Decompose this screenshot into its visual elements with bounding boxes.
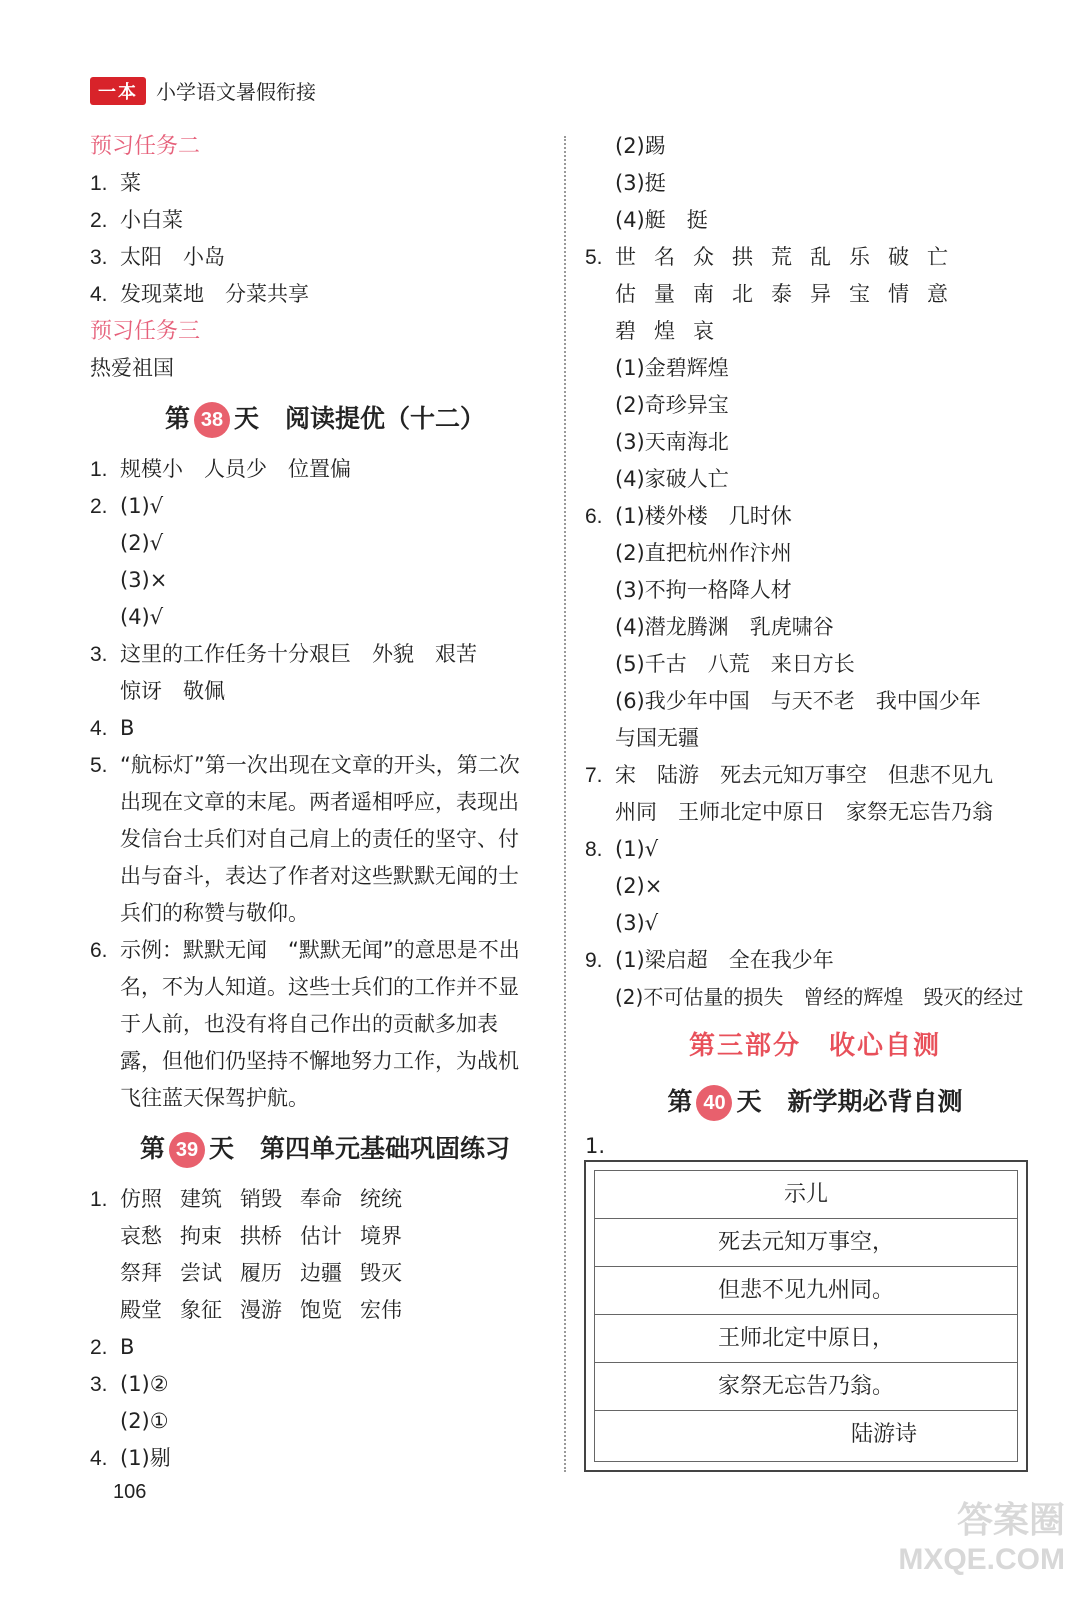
answer-line: 兵们的称赞与敬仰。: [120, 901, 309, 925]
answer-line: 6. (1)楼外楼 几时休: [585, 504, 792, 528]
answer-line: (4)艇 挺: [615, 208, 708, 232]
answer-line: (2)①: [120, 1409, 169, 1433]
poem-title: 示儿: [595, 1171, 1017, 1219]
left-column: [90, 128, 560, 1477]
answer-line: (3)不拘一格降人材: [615, 578, 792, 602]
answer-line: (6)我少年中国 与天不老 我中国少年: [615, 689, 981, 713]
answer-line: 3. 这里的工作任务十分艰巨 外貌 艰苦: [90, 642, 477, 666]
char-row: 估 量 南 北 泰 异 宝 情 意: [615, 282, 948, 306]
answer-line: (2)奇珍异宝: [615, 393, 729, 417]
day-heading-40: 第 40 天 新学期必背自测: [585, 1076, 1045, 1128]
answer-line: (3)天南海北: [615, 430, 729, 454]
answer-line: 州同 王师北定中原日 家祭无忘告乃翁: [615, 800, 993, 824]
day-heading-39: 第 39 天 第四单元基础巩固练习: [90, 1117, 560, 1181]
poem-line: 家祭无忘告乃翁。: [595, 1363, 1017, 1411]
answer-line: (2)√: [120, 531, 164, 555]
answer-line: 8. (1)√: [585, 837, 659, 861]
answer-line: (4)潜龙腾渊 乳虎啸谷: [615, 615, 834, 639]
answer-line: 露，但他们仍坚持不懈地努力工作，为战机: [120, 1049, 519, 1073]
word-row: 祭拜 尝试 履历 边疆 毁灭: [120, 1261, 402, 1285]
answer-line: (3)√: [615, 911, 659, 935]
answer-line: 2. (1)√: [90, 494, 164, 518]
answer-line: (2)×: [615, 874, 663, 898]
answer-line: 热爱祖国: [90, 356, 174, 380]
poem-box: [584, 1160, 1028, 1472]
day-number-badge: 38: [194, 402, 230, 438]
word-row: 哀愁 拘束 拱桥 估计 境界: [120, 1224, 402, 1248]
answer-line: 出与奋斗，表达了作者对这些默默无闻的士: [120, 864, 519, 888]
answer-line: 3. 太阳 小岛: [90, 245, 225, 269]
answer-line: 1.: [585, 1134, 606, 1158]
brand-logo: 一本: [90, 77, 146, 105]
poem-line: 死去元知万事空，: [595, 1219, 1017, 1267]
answer-line: 4. 发现菜地 分菜共享: [90, 282, 309, 306]
answer-line: 4. (1)剔: [90, 1446, 171, 1470]
day-number-badge: 39: [169, 1132, 205, 1168]
poem-author: 陆游诗: [850, 1422, 917, 1447]
answer-line: 出现在文章的末尾。两者遥相呼应，表现出: [120, 790, 519, 814]
answer-line: 9. (1)梁启超 全在我少年: [585, 948, 834, 972]
column-divider: [564, 136, 566, 1472]
answer-line: 5. “航标灯”第一次出现在文章的开头，第二次: [90, 753, 520, 777]
answer-line: (3)挺: [615, 171, 666, 195]
page-number: 106: [113, 1481, 147, 1503]
answer-line: 4. B: [90, 716, 135, 740]
answer-line: 6. 示例：默默无闻 “默默无闻”的意思是不出: [90, 938, 520, 962]
answer-line: 发信台士兵们对自己肩上的责任的坚守、付: [120, 827, 519, 851]
series-title: 小学语文暑假衔接: [156, 80, 316, 104]
answer-line: (1)金碧辉煌: [615, 356, 729, 380]
word-row: 1. 仿照 建筑 销毁 奉命 统统: [90, 1187, 402, 1211]
answer-line: 1. 规模小 人员少 位置偏: [90, 457, 351, 481]
right-column: [585, 128, 1045, 1165]
answer-line: 惊讶 敬佩: [120, 679, 225, 703]
answer-line: 与国无疆: [615, 726, 699, 750]
poem-line: 王师北定中原日，: [595, 1315, 1017, 1363]
day-number-badge: 40: [696, 1085, 732, 1121]
answer-line: (2)直把杭州作汴州: [615, 541, 792, 565]
answer-line: (2)踢: [615, 134, 666, 158]
watermark: 答案圈 MXQE.COM: [898, 1499, 1065, 1576]
answer-line: 1. 菜: [90, 171, 141, 195]
char-row: 碧 煌 哀: [615, 319, 714, 343]
char-row: 5. 世 名 众 拱 荒 乱 乐 破 亡: [585, 245, 948, 269]
answer-line: 2. 小白菜: [90, 208, 183, 232]
answer-line: (3)×: [120, 568, 168, 592]
answer-line: 2. B: [90, 1335, 135, 1359]
answer-line: (4)√: [120, 605, 164, 629]
day-heading-38: 第 38 天 阅读提优（十二）: [90, 387, 560, 451]
answer-line: 于人前，也没有将自己作出的贡献多加表: [120, 1012, 498, 1036]
word-row: 殿堂 象征 漫游 饱览 宏伟: [120, 1298, 402, 1322]
answer-line: (4)家破人亡: [615, 467, 729, 491]
answer-line: 名，不为人知道。这些士兵们的工作并不显: [120, 975, 519, 999]
answer-line: 飞往蓝天保驾护航。: [120, 1086, 309, 1110]
page-header: [90, 76, 316, 105]
task-heading: 预习任务三: [90, 319, 201, 344]
answer-line: (2)不可估量的损失 曾经的辉煌 毁灭的经过: [615, 985, 1024, 1009]
answer-line: 3. (1)②: [90, 1372, 169, 1396]
answer-line: 7. 宋 陆游 死去元知万事空 但悲不见九: [585, 763, 993, 787]
task-heading: 预习任务二: [90, 134, 201, 159]
part-heading: 第三部分 收心自测: [688, 1031, 941, 1061]
poem-line: 但悲不见九州同。: [595, 1267, 1017, 1315]
answer-line: (5)千古 八荒 来日方长: [615, 652, 855, 676]
